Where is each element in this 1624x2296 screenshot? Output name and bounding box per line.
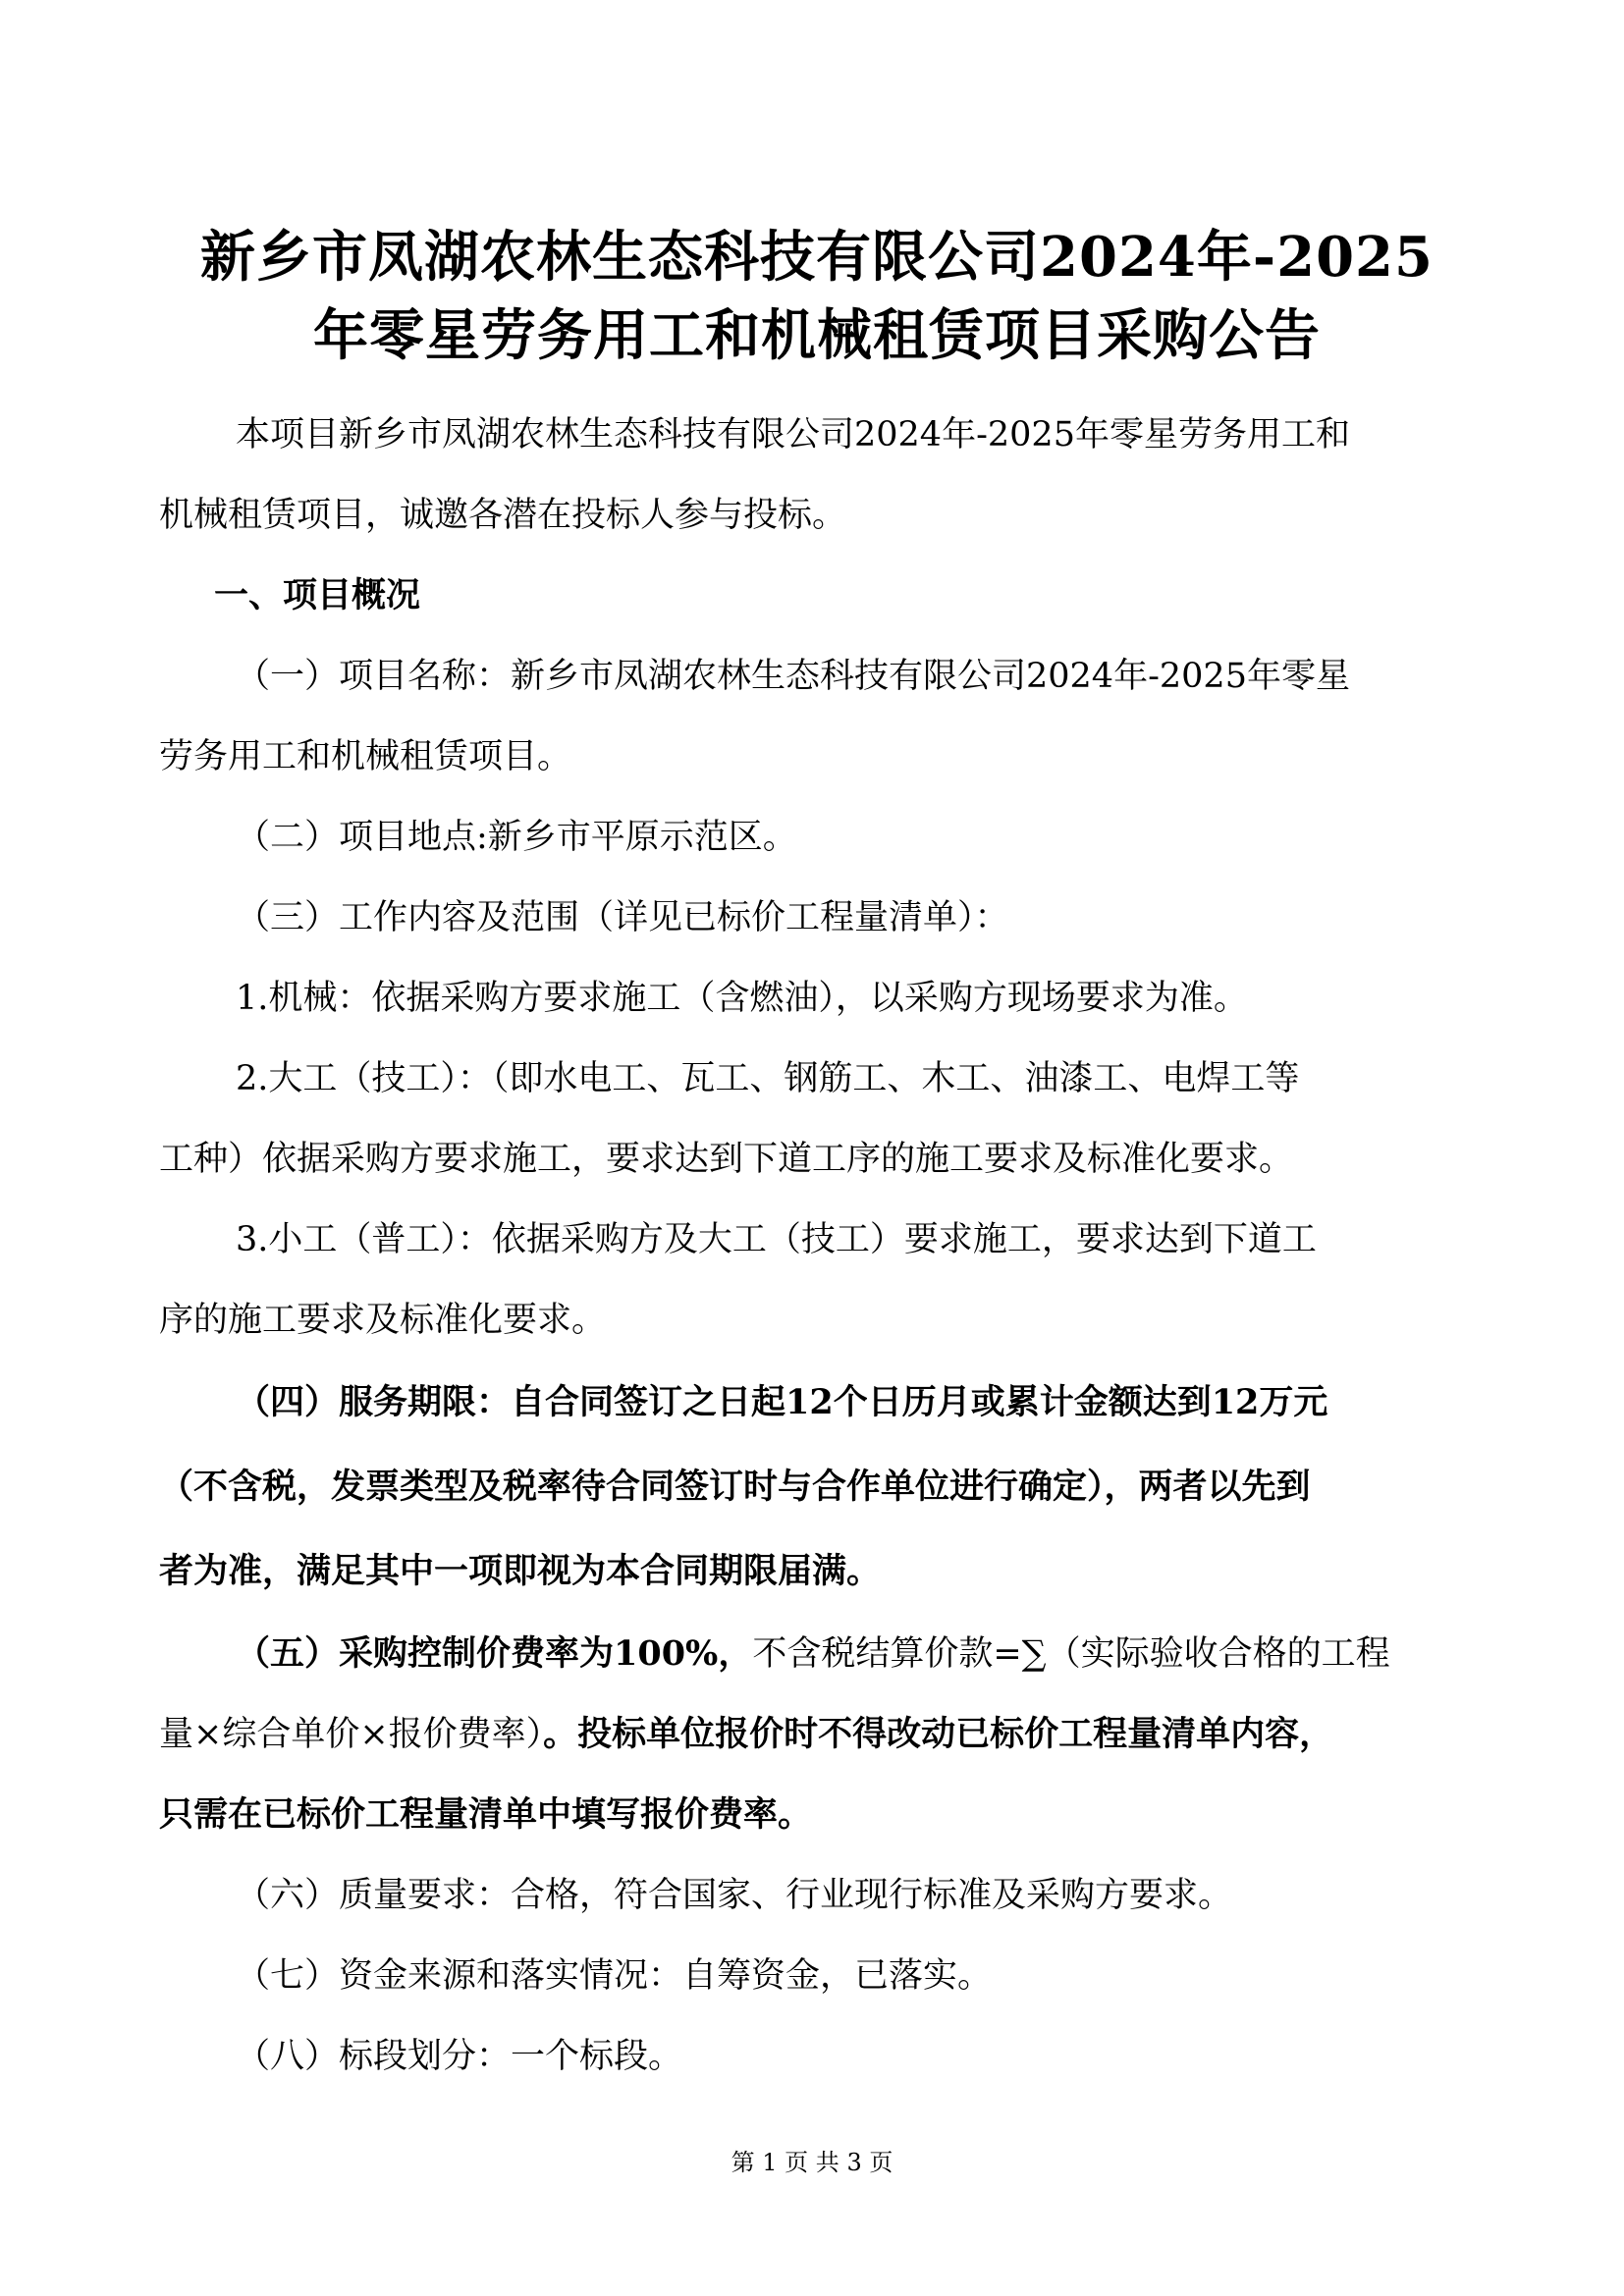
sub1-text: 1.机械：依据采购方要求施工（含燃油），以采购方现场要求为准。 (236, 979, 1248, 1018)
intro-line-1: 本项目新乡市凤湖农林生态科技有限公司2024年-2025年零星劳务用工和 (236, 415, 1350, 454)
item-project-name (159, 636, 1475, 797)
title-line-2: 年零星劳务用工和机械租赁项目采购公告 (313, 303, 1321, 368)
item-work-scope (159, 878, 1475, 958)
item5-line-2-normal: 量×综合单价×报价费率） (159, 1715, 544, 1754)
intro-paragraph (159, 395, 1475, 556)
sub3-line-2: 序的施工要求及标准化要求。 (159, 1301, 607, 1340)
sub2-line-1: 2.大工（技工）：（即水电工、瓦工、钢筋工、木工、油漆工、电焊工等 (236, 1059, 1300, 1098)
section-heading (159, 556, 1475, 636)
item5-line-1-normal: 不含税结算价款=∑（实际验收合格的工程 (752, 1634, 1390, 1674)
item5-line-2-bold: 。投标单位报价时不得改动已标价工程量清单内容， (543, 1714, 1334, 1754)
item-lot-division (159, 2016, 1475, 2097)
sub-item-machinery (159, 958, 1475, 1039)
sub-item-general-labor (159, 1200, 1475, 1361)
item-service-period (159, 1361, 1475, 1614)
item-control-price (159, 1614, 1475, 1855)
item-quality (159, 1855, 1475, 1936)
item-project-location (159, 797, 1475, 878)
sub3-line-1: 3.小工（普工）：依据采购方及大工（技工）要求施工，要求达到下道工 (236, 1220, 1317, 1259)
section-1-heading: 一、项目概况 (214, 575, 421, 615)
item4-line-3: 者为准，满足其中一项即视为本合同期限届满。 (159, 1551, 882, 1591)
item1-line-2: 劳务用工和机械租赁项目。 (159, 737, 572, 776)
item5-line-1 (159, 1614, 1475, 1694)
item7-text: （七）资金来源和落实情况：自筹资金，已落实。 (236, 1956, 993, 1996)
item6-text: （六）质量要求：合格，符合国家、行业现行标准及采购方要求。 (236, 1876, 1233, 1915)
item-funding (159, 1936, 1475, 2016)
document-title (159, 218, 1475, 375)
sub-item-skilled-labor (159, 1039, 1475, 1200)
item5-line-3: 只需在已标价工程量清单中填写报价费率。 (159, 1794, 813, 1835)
item4-line-1: （四）服务期限：自合同签订之日起12个日历月或累计金额达到12万元 (236, 1382, 1328, 1422)
item4-line-2: （不含税，发票类型及税率待合同签订时与合作单位进行确定），两者以先到 (159, 1467, 1311, 1507)
title-line-1: 新乡市凤湖农林生态科技有限公司2024年-2025 (200, 225, 1434, 290)
item8-text: （八）标段划分：一个标段。 (236, 2037, 683, 2076)
item5-line-1-bold: （五）采购控制价费率为100%， (236, 1633, 753, 1674)
item1-line-1: （一）项目名称：新乡市凤湖农林生态科技有限公司2024年-2025年零星 (236, 657, 1350, 696)
sub2-line-2: 工种）依据采购方要求施工，要求达到下道工序的施工要求及标准化要求。 (159, 1140, 1294, 1179)
intro-line-2: 机械租赁项目，诚邀各潜在投标人参与投标。 (159, 496, 847, 535)
item5-line-2 (159, 1694, 1475, 1775)
page-number-footer: 第 1 页 共 3 页 (731, 2149, 893, 2176)
item2-text: （二）项目地点:新乡市平原示范区。 (236, 818, 797, 857)
item3-text: （三）工作内容及范围（详见已标价工程量清单）： (236, 898, 1009, 937)
